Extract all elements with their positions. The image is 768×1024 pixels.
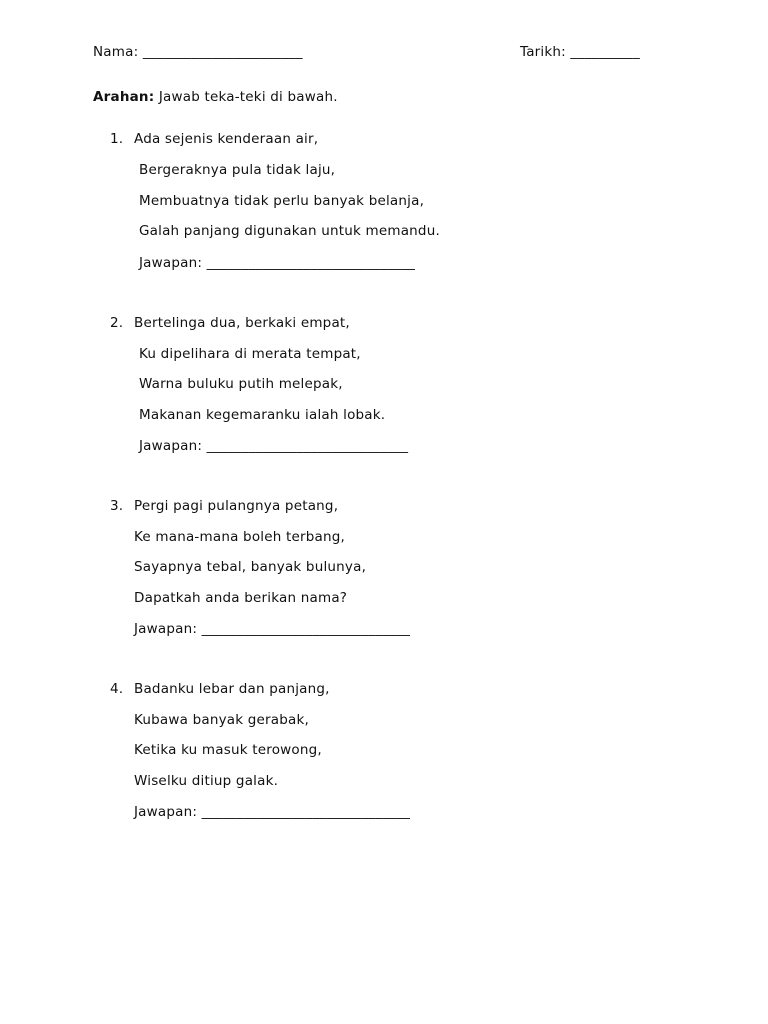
date-blank: __________ [570, 44, 640, 60]
riddle-line: Makanan kegemaranku ialah lobak. [139, 407, 386, 423]
answer-line [134, 804, 410, 820]
name-field [93, 44, 303, 60]
name-label: Nama: [93, 44, 139, 60]
answer-label: Jawapan: [139, 438, 203, 454]
riddle-line: Bergeraknya pula tidak laju, [139, 162, 336, 178]
riddle-number: 1. [110, 131, 124, 147]
riddle-line: Ketika ku masuk terowong, [134, 742, 322, 758]
instruction-colon: : [148, 89, 155, 105]
riddle-line: Galah panjang digunakan untuk memandu. [139, 223, 440, 239]
answer-blank: ______________________________ [201, 804, 411, 820]
answer-label: Jawapan: [134, 621, 198, 637]
instruction [93, 89, 338, 105]
answer-blank: ______________________________ [201, 621, 411, 637]
answer-line [134, 621, 410, 637]
riddle-line: Pergi pagi pulangnya petang, [134, 498, 339, 514]
riddle-number: 4. [110, 681, 124, 697]
riddle-line: Membuatnya tidak perlu banyak belanja, [139, 193, 425, 209]
answer-blank: _____________________________ [206, 438, 409, 454]
answer-label: Jawapan: [134, 804, 198, 820]
riddle-line: Ada sejenis kenderaan air, [134, 131, 319, 147]
date-label: Tarikh: [520, 44, 566, 60]
riddle-line: Bertelinga dua, berkaki empat, [134, 315, 350, 331]
instruction-text: Jawab teka-teki di bawah. [158, 89, 338, 105]
riddle-line: Dapatkah anda berikan nama? [134, 590, 348, 606]
answer-blank: ______________________________ [206, 255, 416, 271]
riddle-line: Badanku lebar dan panjang, [134, 681, 330, 697]
riddle-line: Ku dipelihara di merata tempat, [139, 346, 361, 362]
answer-line [139, 438, 408, 454]
answer-label: Jawapan: [139, 255, 203, 271]
instruction-label: Arahan [93, 89, 149, 105]
riddle-number: 2. [110, 315, 124, 331]
answer-line [139, 255, 415, 271]
date-field [520, 44, 640, 60]
riddle-line: Ke mana-mana boleh terbang, [134, 529, 345, 545]
riddle-line: Wiselku ditiup galak. [134, 773, 279, 789]
name-blank: _______________________ [142, 44, 303, 60]
riddle-line: Kubawa banyak gerabak, [134, 712, 310, 728]
riddle-line: Sayapnya tebal, banyak bulunya, [134, 559, 367, 575]
riddle-line: Warna buluku putih melepak, [139, 376, 343, 392]
riddle-number: 3. [110, 498, 124, 514]
